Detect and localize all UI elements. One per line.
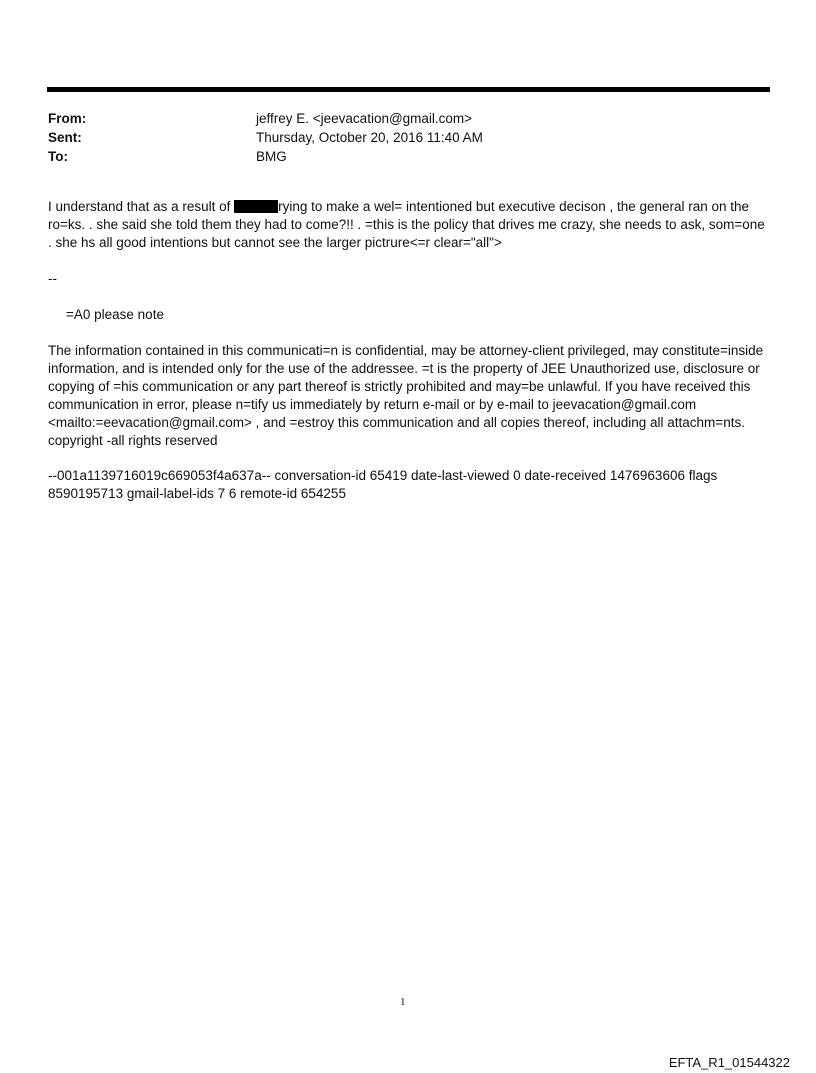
message-text-start: I understand that as a result of xyxy=(48,199,235,214)
confidentiality-disclaimer: The information contained in this communicati=n is confidential, may be attorney-client privileged, may constitute=inside information, and is intended only for the use of the addressee. =t is the property of JEE Unauthorized use, disclosure or copying of =his communication or any part thereof is strictly prohibited and may=be unlawful. If you have received this communication in error, please n=tify us immediately by return e-mail or by e-mail to jeevacation@gmail.com <mailto:=eevacation@gmail.com> , and =estroy this communication and all copies thereof, including all attachm=nts. copyright -all rights reserved xyxy=(48,343,764,448)
to-label: To: xyxy=(48,149,68,164)
note-line: =A0 please note xyxy=(66,307,164,322)
email-header xyxy=(48,109,748,166)
sent-row xyxy=(48,128,748,147)
from-row xyxy=(48,109,748,128)
message-metadata: --001a1139716019c669053f4a637a-- conversation-id 65419 date-last-viewed 0 date-received 1476963606 flags 8590195713 gmail-label-ids 7 6 remote-id 654255 xyxy=(48,468,718,501)
from-label: From: xyxy=(48,111,87,126)
sent-value: Thursday, October 20, 2016 11:40 AM xyxy=(256,130,483,145)
from-value: jeffrey E. <jeevacation@gmail.com> xyxy=(256,111,473,126)
header-rule xyxy=(47,87,770,92)
message-text-end: rying to make a wel= intentioned but executive decison , the general ran on the ro=ks. . she said she told them they had to come?!! . =this is the policy that drives me crazy, she needs to ask, som=one . she hs all good intentions but cannot see the larger pictrure<=r clear="all"> xyxy=(48,199,765,250)
document-id: EFTA_R1_01544322 xyxy=(668,1055,790,1070)
sent-label: Sent: xyxy=(48,130,82,145)
to-row xyxy=(48,147,748,166)
message-paragraph xyxy=(48,198,768,252)
redaction-box xyxy=(234,200,278,213)
to-value: BMG xyxy=(256,149,287,164)
page-number: 1 xyxy=(400,996,406,1008)
signature-separator: -- xyxy=(48,271,57,286)
